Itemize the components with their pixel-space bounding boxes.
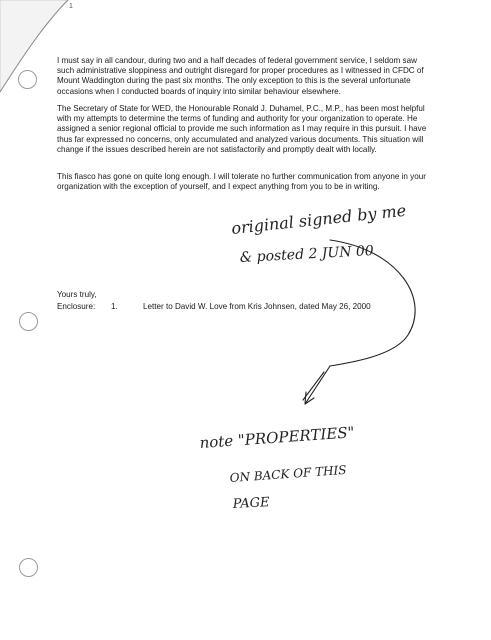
enclosure-label: Enclosure: <box>57 302 96 311</box>
paragraph-3: This fiasco has gone on quite long enough. I will tolerate no further communication from anyone in your organization with the exception of yourself, and I expect anything from you to be in writing. <box>57 172 426 192</box>
paragraph-1: I must say in all candour, during two and a half decades of federal government service, I seldom saw such administrative sloppiness and outright disregard for proper procedures as I witnessed in CFDC of Mount Waddington during the past six months. The only exception to this is the several unfortunate occasions when I conducted boards of inquiry into similar behaviour elsewhere. <box>57 56 424 96</box>
handwriting-page: PAGE <box>232 495 270 512</box>
enclosure-text: Letter to David W. Love from Kris Johnsen, dated May 26, 2000 <box>143 302 371 311</box>
stray-mark: 1 <box>69 3 73 10</box>
enclosure-number: 1. <box>111 302 118 311</box>
paragraph-2: The Secretary of State for WED, the Honourable Ronald J. Duhamel, P.C., M.P., has been most helpful with my attempts to determine the terms of funding and authority for your organization to operate. He assigned a senior regional official to provide me such information as I may require in this pursuit. I have thus far expressed no concerns, only accumulated and analyzed various documents. This situation will change if the issues described herein are not satisfactorily and promptly dealt with locally. <box>57 104 427 154</box>
handwriting-signed: original signed by me <box>230 200 407 238</box>
arrow-annotation <box>303 366 330 404</box>
handwriting-posted: & posted 2 JUN 00 <box>239 242 375 266</box>
handwriting-note: note "PROPERTIES" <box>199 423 355 452</box>
handwriting-back: ON BACK OF THIS <box>229 462 347 485</box>
closing: Yours truly, <box>57 290 97 299</box>
